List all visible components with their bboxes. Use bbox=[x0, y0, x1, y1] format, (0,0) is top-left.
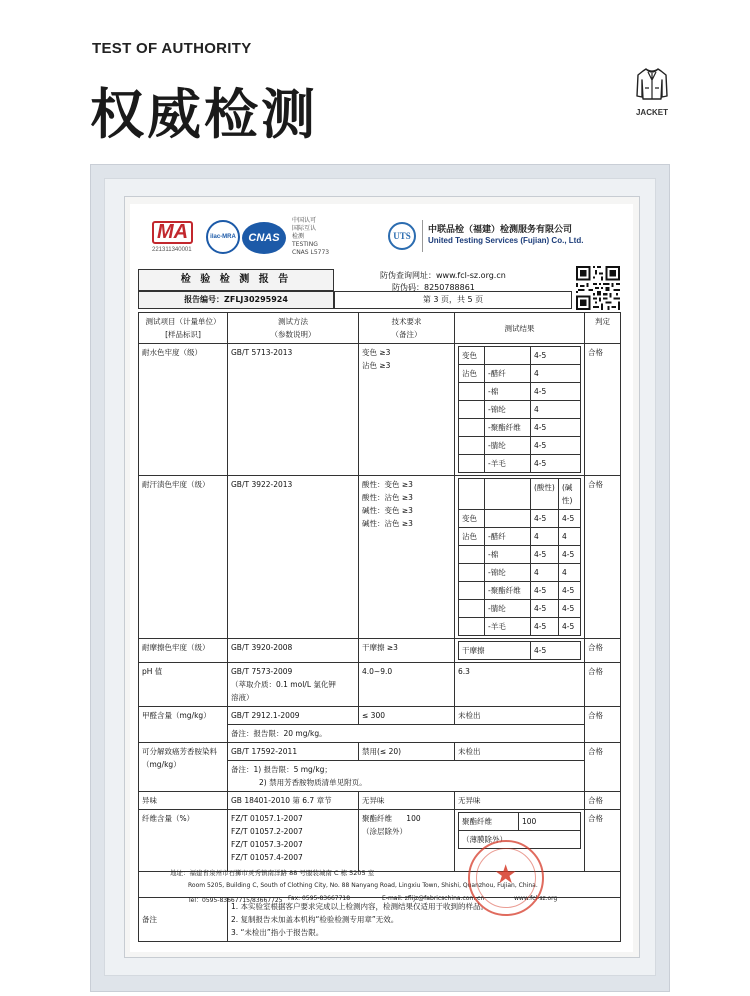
table-row bbox=[139, 792, 621, 810]
cell-note: 备注：报告限：20 mg/kg。 bbox=[228, 725, 585, 743]
result-c: 4-5 bbox=[531, 455, 581, 473]
cell-result bbox=[455, 476, 585, 639]
result-d: 4-5 bbox=[559, 618, 581, 636]
cell-item: 异味 bbox=[139, 792, 228, 810]
result-subtable bbox=[458, 346, 581, 473]
result-a bbox=[459, 546, 485, 564]
result-b: -棉 bbox=[485, 546, 531, 564]
result-d: 4 bbox=[559, 564, 581, 582]
result-c: 4 bbox=[531, 365, 581, 383]
method-line: （萃取介质：0.1 mol/L 氯化钾 bbox=[231, 680, 336, 689]
remark-line: 1. 本实验室根据客户要求完成以上检测内容，检测结果仅适用于收到的样品。 bbox=[231, 902, 489, 911]
footer-fax: Fax: 0595-83667718 bbox=[288, 895, 351, 902]
cell-item: 耐汗渍色牢度（级） bbox=[139, 476, 228, 639]
result-d: 4-5 bbox=[559, 510, 581, 528]
test-report-document bbox=[130, 204, 633, 952]
result-line bbox=[459, 582, 581, 600]
result-line bbox=[459, 642, 581, 660]
jacket-icon bbox=[635, 66, 669, 102]
result-a: 变色 bbox=[459, 347, 485, 365]
footer-email: E-mail: zflijz@fabricschina.com.cn bbox=[382, 895, 485, 902]
result-line bbox=[459, 600, 581, 618]
cell-verdict: 合格 bbox=[585, 663, 621, 707]
result-line bbox=[459, 383, 581, 401]
cell-requirement bbox=[359, 344, 455, 476]
result-a: 变色 bbox=[459, 510, 485, 528]
note-line: 备注：1) 报告限：5 mg/kg； bbox=[231, 765, 332, 774]
cell-item: 甲醛含量（mg/kg） bbox=[139, 707, 228, 743]
result-a: （薄膜除外） bbox=[459, 831, 581, 849]
cnas-line: CNAS L5773 bbox=[292, 249, 330, 256]
result-b bbox=[485, 347, 531, 365]
cell-verdict: 合格 bbox=[585, 344, 621, 476]
table-header-row bbox=[139, 313, 621, 344]
result-line bbox=[459, 437, 581, 455]
result-line bbox=[459, 546, 581, 564]
report-title: 检 验 检 测 报 告 bbox=[138, 269, 334, 291]
result-c: 4-5 bbox=[531, 419, 581, 437]
method-line: 溶液） bbox=[231, 693, 254, 702]
req-line: （涂层除外） bbox=[362, 827, 407, 836]
section-subtitle: TEST OF AUTHORITY bbox=[92, 40, 252, 57]
result-a: 沾色 bbox=[459, 528, 485, 546]
result-subtable bbox=[458, 641, 581, 660]
result-line bbox=[459, 365, 581, 383]
header-text: （参数说明） bbox=[270, 330, 316, 339]
note-line: 2) 禁用芳香胺物质清单见附页。 bbox=[259, 778, 367, 787]
jacket-label: JACKET bbox=[635, 108, 668, 117]
cell-verdict: 合格 bbox=[585, 792, 621, 810]
header-item bbox=[139, 313, 228, 344]
result-line bbox=[459, 813, 581, 831]
method-line: GB/T 7573-2009 bbox=[231, 667, 293, 676]
cell-method bbox=[228, 810, 359, 872]
cell-verdict: 合格 bbox=[585, 639, 621, 663]
result-line bbox=[459, 510, 581, 528]
report-number: 报告编号：ZFLJ30295924 bbox=[138, 291, 334, 309]
result-d: 4-5 bbox=[559, 546, 581, 564]
cell-method: GB/T 17592-2011 bbox=[228, 743, 359, 761]
cell-method: GB/T 5713-2013 bbox=[228, 344, 359, 476]
table-row bbox=[139, 639, 621, 663]
header-requirement bbox=[359, 313, 455, 344]
result-line bbox=[459, 347, 581, 365]
cnas-line: 中国认可 bbox=[292, 217, 317, 224]
result-acid-head: (酸性) bbox=[531, 479, 559, 510]
lab-name-cn: 中联品检（福建）检测服务有限公司 bbox=[428, 225, 573, 235]
result-a: 干摩擦 bbox=[459, 642, 531, 660]
header-result: 测试结果 bbox=[455, 313, 585, 344]
result-b: -醋纤 bbox=[485, 365, 531, 383]
cell-result: 未检出 bbox=[455, 743, 585, 761]
header-text: 测试项目（计量单位） bbox=[145, 317, 221, 326]
cell-method bbox=[228, 663, 359, 707]
page-title: 权威检测 bbox=[90, 83, 318, 146]
method-line: FZ/T 01057.3-2007 bbox=[231, 840, 303, 849]
address-en: Room 5205, Building C, South of Clothing City, No. 88 Nanyang Road, Lingxiu Town, Shishi, Quanzhou, Fujian, China. bbox=[188, 882, 538, 889]
result-line bbox=[459, 419, 581, 437]
header-text: （备注） bbox=[391, 330, 422, 339]
cell-result: 未检出 bbox=[455, 707, 585, 725]
result-a bbox=[459, 419, 485, 437]
req-line: 变色 ≥3 bbox=[362, 348, 391, 357]
qr-code bbox=[576, 266, 620, 310]
header-text: [样品标识] bbox=[165, 330, 201, 339]
req-line: 酸性：变色 ≥3 bbox=[362, 480, 413, 489]
cma-logo: MA bbox=[152, 221, 193, 244]
result-b: -聚酯纤维 bbox=[485, 582, 531, 600]
result-c: 4-5 bbox=[531, 642, 581, 660]
result-line bbox=[459, 455, 581, 473]
result-b: -聚酯纤维 bbox=[485, 419, 531, 437]
result-c: 4 bbox=[531, 528, 559, 546]
result-c: 4-5 bbox=[531, 582, 559, 600]
cell-requirement bbox=[359, 476, 455, 639]
result-a bbox=[459, 600, 485, 618]
result-b: -羊毛 bbox=[485, 618, 531, 636]
remark-line: 3. “未检出”指小于报告限。 bbox=[231, 928, 324, 937]
cell-result bbox=[455, 639, 585, 663]
result-line bbox=[459, 564, 581, 582]
cell-verdict: 合格 bbox=[585, 476, 621, 639]
remarks-row bbox=[139, 898, 621, 942]
result-c: 4 bbox=[531, 564, 559, 582]
ilac-mra-logo: ilac-MRA bbox=[206, 220, 240, 254]
footer-web: www.fcl-sz.org bbox=[514, 895, 558, 902]
cell-result bbox=[455, 344, 585, 476]
result-line bbox=[459, 618, 581, 636]
cell-requirement bbox=[359, 810, 455, 872]
cell-verdict: 合格 bbox=[585, 810, 621, 872]
cell-verdict: 合格 bbox=[585, 743, 621, 792]
official-seal bbox=[468, 840, 544, 916]
req-line: 碱性：沾色 ≥3 bbox=[362, 519, 413, 528]
result-c: 4-5 bbox=[531, 347, 581, 365]
logo-divider bbox=[422, 220, 423, 252]
header-text: 测试方法 bbox=[278, 317, 308, 326]
cell-item: 可分解致癌芳香胺染料（mg/kg） bbox=[139, 743, 228, 792]
table-row bbox=[139, 810, 621, 872]
jacket-badge bbox=[628, 66, 676, 117]
result-a bbox=[459, 582, 485, 600]
result-line bbox=[459, 401, 581, 419]
req-line: 聚酯纤维 100 bbox=[362, 814, 421, 823]
address-cn: 地址：福建省泉州市石狮市灵秀镇南洋路 88 号服装城南 C 栋 5205 室 bbox=[170, 869, 375, 877]
result-b: -棉 bbox=[485, 383, 531, 401]
anti-fake-code: 防伪码：8250788861 bbox=[392, 283, 475, 292]
result-b bbox=[485, 510, 531, 528]
cell-item: 耐摩擦色牢度（级） bbox=[139, 639, 228, 663]
cell-method: GB/T 3920-2008 bbox=[228, 639, 359, 663]
table-row bbox=[139, 743, 621, 761]
footer-tel: Tel：0595-83667715/83667725 bbox=[188, 897, 283, 904]
cnas-line: 国际互认 bbox=[292, 225, 317, 232]
result-line bbox=[459, 479, 581, 510]
header-verdict: 判定 bbox=[585, 313, 621, 344]
req-line: 酸性：沾色 ≥3 bbox=[362, 493, 413, 502]
anti-fake-site: 防伪查询网址：www.fcl-sz.org.cn bbox=[380, 271, 506, 280]
header-method bbox=[228, 313, 359, 344]
method-line: FZ/T 01057.2-2007 bbox=[231, 827, 303, 836]
cell-requirement: 禁用(≤ 20) bbox=[359, 743, 455, 761]
result-a bbox=[459, 618, 485, 636]
uts-logo: UTS bbox=[388, 222, 416, 250]
method-line: FZ/T 01057.1-2007 bbox=[231, 814, 303, 823]
cnas-logo: CNAS bbox=[242, 222, 286, 254]
result-c: 4-5 bbox=[531, 546, 559, 564]
remarks-content bbox=[228, 898, 621, 942]
result-c: 4-5 bbox=[531, 437, 581, 455]
table-row bbox=[139, 344, 621, 476]
result-a bbox=[459, 479, 485, 510]
result-b: -锦纶 bbox=[485, 564, 531, 582]
result-d: 4-5 bbox=[559, 600, 581, 618]
cell-verdict: 合格 bbox=[585, 707, 621, 743]
cell-method: GB 18401-2010 第 6.7 章节 bbox=[228, 792, 359, 810]
cell-requirement: ≤ 300 bbox=[359, 707, 455, 725]
result-b: -醋纤 bbox=[485, 528, 531, 546]
test-results-table bbox=[138, 312, 621, 942]
result-b: -锦纶 bbox=[485, 401, 531, 419]
remarks-label: 备注 bbox=[139, 898, 228, 942]
cell-note bbox=[228, 761, 585, 792]
result-c: 4-5 bbox=[531, 618, 559, 636]
remark-line: 2. 复制报告未加盖本机构“检验检测专用章”无效。 bbox=[231, 915, 399, 924]
result-a bbox=[459, 383, 485, 401]
cell-item: 耐水色牢度（级） bbox=[139, 344, 228, 476]
cell-method: GB/T 3922-2013 bbox=[228, 476, 359, 639]
result-d: 4 bbox=[559, 528, 581, 546]
header-text: 技术要求 bbox=[391, 317, 422, 326]
result-c: 4-5 bbox=[531, 510, 559, 528]
result-b bbox=[485, 479, 531, 510]
cma-number: 221311340001 bbox=[152, 247, 192, 253]
cell-item: pH 值 bbox=[139, 663, 228, 707]
table-row bbox=[139, 663, 621, 707]
table-row bbox=[139, 476, 621, 639]
result-a: 沾色 bbox=[459, 365, 485, 383]
result-subtable bbox=[458, 478, 581, 636]
seal-star-icon: ★ bbox=[494, 860, 518, 890]
result-line bbox=[459, 528, 581, 546]
req-line: 碱性：变色 ≥3 bbox=[362, 506, 413, 515]
result-a bbox=[459, 455, 485, 473]
result-alk-head: (碱性) bbox=[559, 479, 581, 510]
cnas-line: 检测 bbox=[292, 233, 305, 240]
cell-requirement: 无异味 bbox=[359, 792, 455, 810]
cell-result: 无异味 bbox=[455, 792, 585, 810]
cell-item: 纤维含量（%） bbox=[139, 810, 228, 872]
result-b: -腈纶 bbox=[485, 600, 531, 618]
result-a: 聚酯纤维 bbox=[459, 813, 519, 831]
result-b: -羊毛 bbox=[485, 455, 531, 473]
result-c: 4-5 bbox=[531, 600, 559, 618]
result-a bbox=[459, 564, 485, 582]
result-c: 4-5 bbox=[531, 383, 581, 401]
cnas-line: TESTING bbox=[292, 241, 318, 248]
cell-result: 6.3 bbox=[455, 663, 585, 707]
result-d: 4-5 bbox=[559, 582, 581, 600]
req-line: 沾色 ≥3 bbox=[362, 361, 391, 370]
lab-name-en: United Testing Services (Fujian) Co., Ltd. bbox=[428, 236, 584, 245]
result-b: -腈纶 bbox=[485, 437, 531, 455]
cell-requirement: 干摩擦 ≥3 bbox=[359, 639, 455, 663]
cell-method: GB/T 2912.1-2009 bbox=[228, 707, 359, 725]
table-row bbox=[139, 707, 621, 725]
cell-requirement: 4.0~9.0 bbox=[359, 663, 455, 707]
method-line: FZ/T 01057.4-2007 bbox=[231, 853, 303, 862]
result-c: 100 bbox=[519, 813, 581, 831]
page-indicator: 第 3 页，共 5 页 bbox=[334, 291, 572, 309]
result-a bbox=[459, 437, 485, 455]
cnas-accreditation-text bbox=[292, 217, 329, 257]
result-c: 4 bbox=[531, 401, 581, 419]
result-a bbox=[459, 401, 485, 419]
